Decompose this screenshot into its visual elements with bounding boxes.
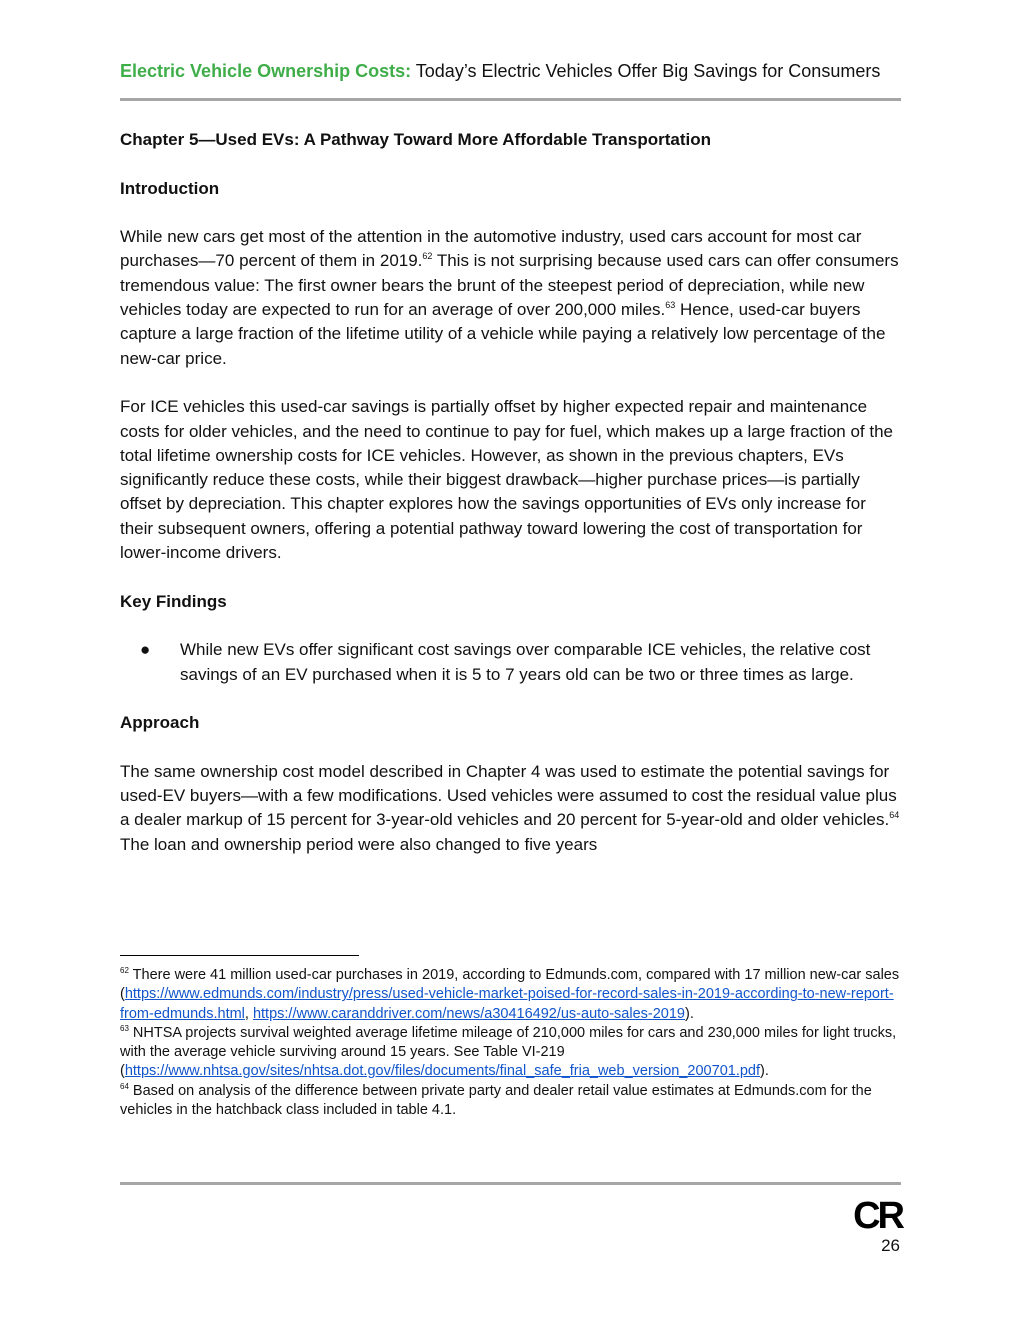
running-header — [120, 60, 902, 82]
introduction-paragraph-2: For ICE vehicles this used-car savings is partially offset by higher expected repair and maintenance costs for older vehicles, and the need to continue to pay for fuel, which makes up a large fraction of the total lifetime ownership costs for ICE vehicles. However, as shown in the previous chapters, EVs significantly reduce these costs, while their biggest drawback—higher purchase prices—is partially offset by depreciation. This chapter explores how the savings opportunities of EVs only increase for their subsequent owners, offering a potential pathway toward lowering the cost of transportation for lower-income drivers. — [120, 397, 894, 563]
footnote-ref-62[interactable]: 62 — [422, 251, 433, 262]
consumer-reports-logo: CR — [853, 1195, 902, 1237]
chapter-title: Chapter 5—Used EVs: A Pathway Toward More Affordable Transportation — [120, 130, 711, 149]
list-item: ● While new EVs offer significant cost savings over comparable ICE vehicles, the relative cost savings of an EV purchased when it is 5 to 7 years old can be two or three times as large. — [140, 640, 871, 684]
caranddriver-link[interactable]: https://www.caranddriver.com/news/a30416492/us-auto-sales-2019 — [252, 1005, 685, 1022]
footnote-63: $^{63}$ NHTSA projects survival weighted average lifetime mileage of 210,000 miles for cars and 230,000 miles for light trucks, with the average vehicle surviving around 15 years. See Table VI-219 (https://www.nhtsa.gov/sites/nhtsa.dot.gov/files/documents/final_safe_fria_web_version_200701.pdf). — [120, 1023, 897, 1080]
approach-paragraph-1: The same ownership cost model described in Chapter 4 was used to estimate the potential savings for used-EV buyers—with a few modifications. Used vehicles were assumed to cost the residual value plus a dealer markup of 15 percent for 3-year-old vehicles and 20 percent for 5-year-old and older vehicles.$^{64}$ The loan and ownership period were also changed to five years — [120, 761, 900, 854]
page-body — [120, 128, 902, 857]
key-findings-heading: Key Findings — [120, 591, 227, 611]
nhtsa-link[interactable]: https://www.nhtsa.gov/sites/nhtsa.dot.gov/files/documents/final_safe_fria_web_version_200701.pdf — [124, 1063, 761, 1080]
footnotes — [120, 966, 902, 1120]
footer-divider — [120, 1182, 901, 1185]
header-divider — [120, 98, 901, 101]
introduction-paragraph-1: While new cars get most of the attention in the automotive industry, used cars account for most car purchases—70 percent of them in 2019.62 This is not surprising because used cars can offer consumers tremendous value: The first owner bears the brunt of the steepest period of depreciation, while new vehicles today are expected to run for an average of over 200,000 miles.$^{63}$ Hence, used-car buyers capture a large fraction of the lifetime utility of a vehicle while paying a relatively low percentage of the new-car price. — [120, 227, 899, 368]
header-title-subtitle: Today’s Electric Vehicles Offer Big Savings for Consumers — [411, 61, 881, 81]
header-title-highlight: Electric Vehicle Ownership Costs: — [120, 61, 412, 81]
footnote-ref-64[interactable]: 64 — [889, 810, 900, 821]
page-number: 26 — [881, 1236, 900, 1255]
footnote-separator — [120, 955, 359, 956]
edmunds-link[interactable]: https://www.edmunds.com/industry/press/used-vehicle-market-poised-for-record-sales-in-2019-according-to-new-report-from-edmunds.html — [120, 986, 894, 1022]
footnote-62: $^{62}$ There were 41 million used-car purchases in 2019, according to Edmunds.com, compared with 17 million new-car sales (https://www.edmunds.com/industry/press/used-vehicle-market-poised-for-record-sales-in-2019-according-to-new-report-from-edmunds.html, https://www.caranddriver.com/news/a30416492/us-auto-sales-2019). — [120, 966, 900, 1022]
approach-heading: Approach — [120, 713, 200, 733]
key-findings-list — [120, 638, 902, 687]
footnote-64: $^{64}$ Based on analysis of the difference between private party and dealer retail value estimates at Edmunds.com for the vehicles in the hatchback class included in table 4.1. — [120, 1081, 872, 1119]
bullet-icon: ● — [140, 640, 151, 660]
footnote-ref-63[interactable]: 63 — [665, 300, 676, 311]
introduction-heading: Introduction — [120, 178, 220, 198]
